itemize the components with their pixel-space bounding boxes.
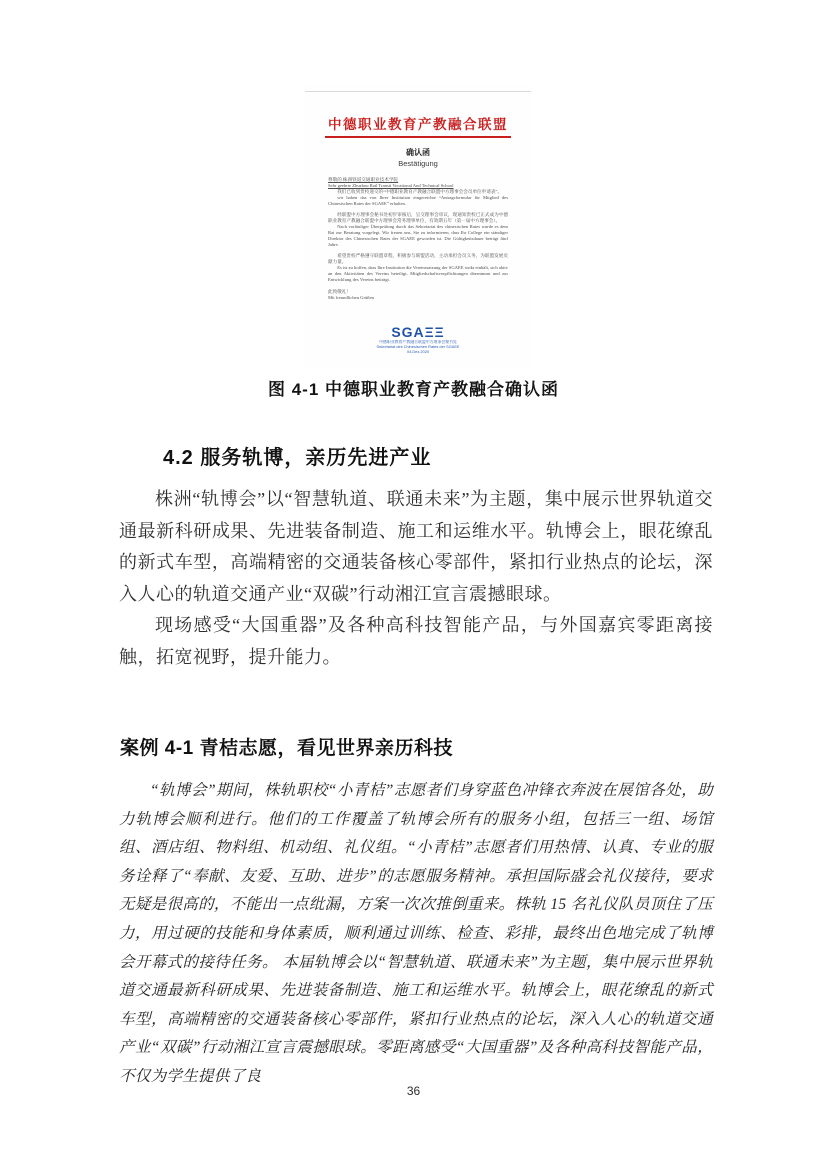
- figure-caption: 图 4-1 中德职业教育产教融合确认函: [267, 380, 560, 399]
- letter-paragraph: wir haben das von Ihrer Institution eingereichte “Antragsformular für Mitglied des Chinesischen Rates der SGAEE” erhalten.: [328, 195, 508, 206]
- section-paragraph-2: 现场感受“大国重器”及各种高科技智能产品，与外国嘉宾零距离接触，拓宽视野，提升能力。: [119, 615, 713, 667]
- page-number: 36: [406, 1084, 421, 1098]
- letter-scan-edge-line: [305, 91, 531, 92]
- letter-paragraph: 希望贵校严格遵守联盟章程，积极参与联盟活动，主动承担会员义务，为联盟发展贡献力量。: [328, 253, 508, 264]
- letter-closing: [328, 289, 533, 301]
- case-body: [119, 777, 713, 1092]
- letter-body: [328, 177, 508, 283]
- signature-line-de: Sekretariat des Chinesischen Rates der SGAEE: [376, 344, 460, 349]
- letter-paragraph: Es ist zu hoffen, dass Ihre Institution die Vereinssatzung der SGAEE strikt einhält, sich aktiv an den Aktivitäten des Vereins beteiligt, Mitgliedschaftsverpflichtungen übernimmt und zur Entwicklung des Vereins beiträgt.: [328, 265, 508, 282]
- section-body: [119, 484, 713, 673]
- letter-salutation-de: Sehr geehrte Zhuzhou Rail Transit Vocational And Technical School: [328, 183, 454, 188]
- signature-line-cn: 中德职业教育产教融合联盟中方理事会秘书处: [379, 340, 457, 344]
- section-heading-4-2: 4.2 服务轨博，亲历先进产业: [163, 447, 432, 469]
- letter-closing-de: Mit freundlichen Grüßen: [328, 295, 374, 300]
- case-paragraph: “轨博会”期间，株轨职校“小青桔”志愿者们身穿蓝色冲锋衣奔波在展馆各处，助力轨博会顺利进行。他们的工作覆盖了轨博会所有的服务小组，包括三一组、场馆组、酒店组、物料组、机动组、礼仪组。“小青桔”志愿者们用热情、认真、专业的服务诠释了“奉献、友爱、互助、进步”的志愿服务精神。承担国际盛会礼仪接待，要求无疑是很高的，不能出一点纰漏，方案一次次推倒重来。株轨 15 名礼仪队员顶住了压力，用过硬的技能和身体素质，顺利通过训练、检查、彩排，最终出色地完成了轨博会开幕式的接待任务。 本届轨博会以“智慧轨道、联通未来”为主题，集中展示世界轨道交通最新科研成果、先进装备制造、施工和运维水平。轨博会上，眼花缭乱的新式车型，高端精密的交通装备核心零部件，紧扣行业热点的论坛，深入人心的轨道交通产业“双碳”行动湘江宣言震撼眼球。零距离感受“大国重器”及各种高科技智能产品，不仅为学生提供了良: [119, 782, 713, 1085]
- letter-doc-title-cn: 确认函: [406, 148, 430, 157]
- letter-signature-stamp: [333, 340, 503, 354]
- sgaee-logo: SGAΞΞ: [391, 324, 445, 340]
- case-heading-4-1: 案例 4-1 青桔志愿，看见世界亲历科技: [120, 738, 454, 759]
- letter-doc-title-de: Bestätigung: [398, 159, 438, 168]
- confirmation-letter-figure: [303, 86, 533, 368]
- letter-paragraph: 我们已收到贵校递交的“中德职业教育产教融合联盟中方理事会会员单位申请表”。: [337, 189, 503, 194]
- section-paragraph-1: 株洲“轨博会”以“智慧轨道、联通未来”为主题，集中展示世界轨道交通最新科研成果、先进装备制造、施工和运维水平。轨博会上，眼花缭乱的新式车型，高端精密的交通装备核心零部件，紧扣行业热点的论坛，深入人心的轨道交通产业“双碳”行动湘江宣言震撼眼球。: [119, 489, 713, 604]
- letter-paragraph: Nach vorläufiger Überprüfung durch das Sekretariat des chinesischen Rates wurde es dem Rat zur Beratung vorgelegt. Wir freuen uns, Sie zu informieren, dass Ihr College ein ständiger Direktor des Chinesischen Rates der SGAEE geworden ist. Die Gültigkeitsdauer beträgt fünf Jahre.: [328, 224, 508, 247]
- letter-org-title: 中德职业教育产教融合联盟: [325, 113, 511, 138]
- letter-salutation-cn: 尊敬的 株洲铁道交通职业技术学院: [328, 177, 399, 182]
- signature-date: 04.Dez.2020: [406, 349, 430, 354]
- letter-paragraph: 经联盟中方理事会秘书处初步审核后，呈交理事会审议，现通知贵校已正式成为中德职业教育产教融合联盟中方理事会常务理事单位，有效期五年（第一届中方理事会）。: [328, 212, 508, 223]
- letter-header: [303, 113, 533, 138]
- letter-closing-cn: 此致敬礼！: [328, 289, 351, 294]
